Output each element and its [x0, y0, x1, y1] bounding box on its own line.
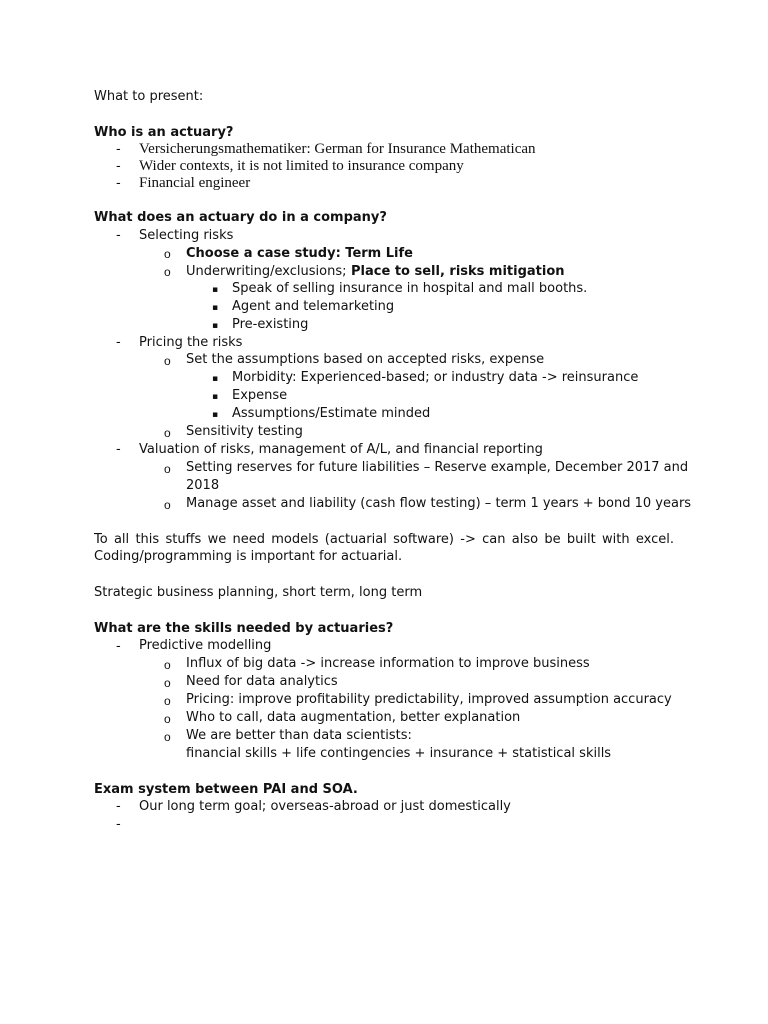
dash-bullet-empty: -: [116, 817, 121, 832]
square-bullet: ▪: [212, 303, 219, 313]
circle-bullet: o: [164, 712, 171, 726]
circle-bullet: o: [164, 462, 171, 476]
list-item: Pricing: improve profitability predictability, improved assumption accuracy: [186, 692, 672, 707]
list-item: Financial engineer: [139, 175, 251, 191]
dash-bullet: -: [116, 176, 121, 191]
list-item: Sensitivity testing: [186, 424, 303, 439]
list-item: Morbidity: Experienced-based; or industry data -> reinsurance: [232, 370, 639, 385]
list-item: Assumptions/Estimate minded: [232, 406, 431, 421]
list-item: Predictive modelling: [139, 638, 272, 653]
list-item: Choose a case study: Term Life: [186, 246, 413, 261]
list-item: Speak of selling insurance in hospital and mall booths.: [232, 281, 588, 296]
circle-bullet: o: [164, 354, 171, 368]
circle-bullet: o: [164, 694, 171, 708]
list-item: Selecting risks: [139, 228, 234, 243]
circle-bullet: o: [164, 730, 171, 744]
paragraph-line: Coding/programming is important for actuarial.: [94, 549, 403, 564]
square-bullet: ▪: [212, 321, 219, 331]
square-bullet: ▪: [212, 410, 219, 420]
list-item: Who to call, data augmentation, better explanation: [186, 710, 521, 725]
circle-bullet: o: [164, 658, 171, 672]
list-item: Influx of big data -> increase information to improve business: [186, 656, 590, 671]
list-item: Wider contexts, it is not limited to insurance company: [139, 158, 464, 174]
circle-bullet: o: [164, 426, 171, 440]
list-item: Pre-existing: [232, 317, 309, 332]
list-item: Agent and telemarketing: [232, 299, 395, 314]
square-bullet: ▪: [212, 392, 219, 402]
circle-bullet: o: [164, 676, 171, 690]
strategic-line: Strategic business planning, short term, long term: [94, 585, 423, 600]
paragraph-line: To all this stuffs we need models (actuarial software) -> can also be built with excel.: [94, 532, 674, 547]
page-heading: What to present:: [94, 89, 204, 104]
section-title-who: Who is an actuary?: [94, 125, 234, 140]
circle-bullet: o: [164, 247, 171, 261]
dash-bullet: -: [116, 335, 121, 350]
dash-bullet: -: [116, 142, 121, 157]
list-item: Versicherungsmathematiker: German for Insurance Mathematican: [139, 141, 536, 157]
list-item: Valuation of risks, management of A/L, and financial reporting: [139, 442, 543, 457]
section-title-exam: Exam system between PAI and SOA.: [94, 782, 358, 797]
dash-bullet: -: [116, 442, 121, 457]
circle-bullet: o: [164, 265, 171, 279]
dash-bullet: -: [116, 639, 121, 654]
list-item: Setting reserves for future liabilities – Reserve example, December 2017 and: [186, 460, 689, 475]
dash-bullet: -: [116, 159, 121, 174]
list-item-continuation: 2018: [186, 478, 220, 493]
list-item: Expense: [232, 388, 288, 403]
list-item: Our long term goal; overseas-abroad or just domestically: [139, 799, 511, 814]
list-item: Need for data analytics: [186, 674, 338, 689]
list-item-continuation: financial skills + life contingencies + insurance + statistical skills: [186, 746, 612, 761]
dash-bullet: -: [116, 228, 121, 243]
list-item: Set the assumptions based on accepted risks, expense: [186, 352, 545, 367]
list-item: We are better than data scientists:: [186, 728, 412, 743]
underwriting-text: Underwriting/exclusions;: [186, 264, 347, 279]
section-title-skills: What are the skills needed by actuaries?: [94, 621, 394, 636]
list-item: Manage asset and liability (cash flow testing) – term 1 years + bond 10 years: [186, 496, 692, 511]
list-item: Pricing the risks: [139, 335, 243, 350]
dash-bullet: -: [116, 799, 121, 814]
square-bullet: ▪: [212, 285, 219, 295]
section-title-what-does: What does an actuary do in a company?: [94, 210, 387, 225]
circle-bullet: o: [164, 498, 171, 512]
list-item: [186, 263, 565, 281]
underwriting-bold-text: Place to sell, risks mitigation: [346, 264, 565, 279]
square-bullet: ▪: [212, 374, 219, 384]
